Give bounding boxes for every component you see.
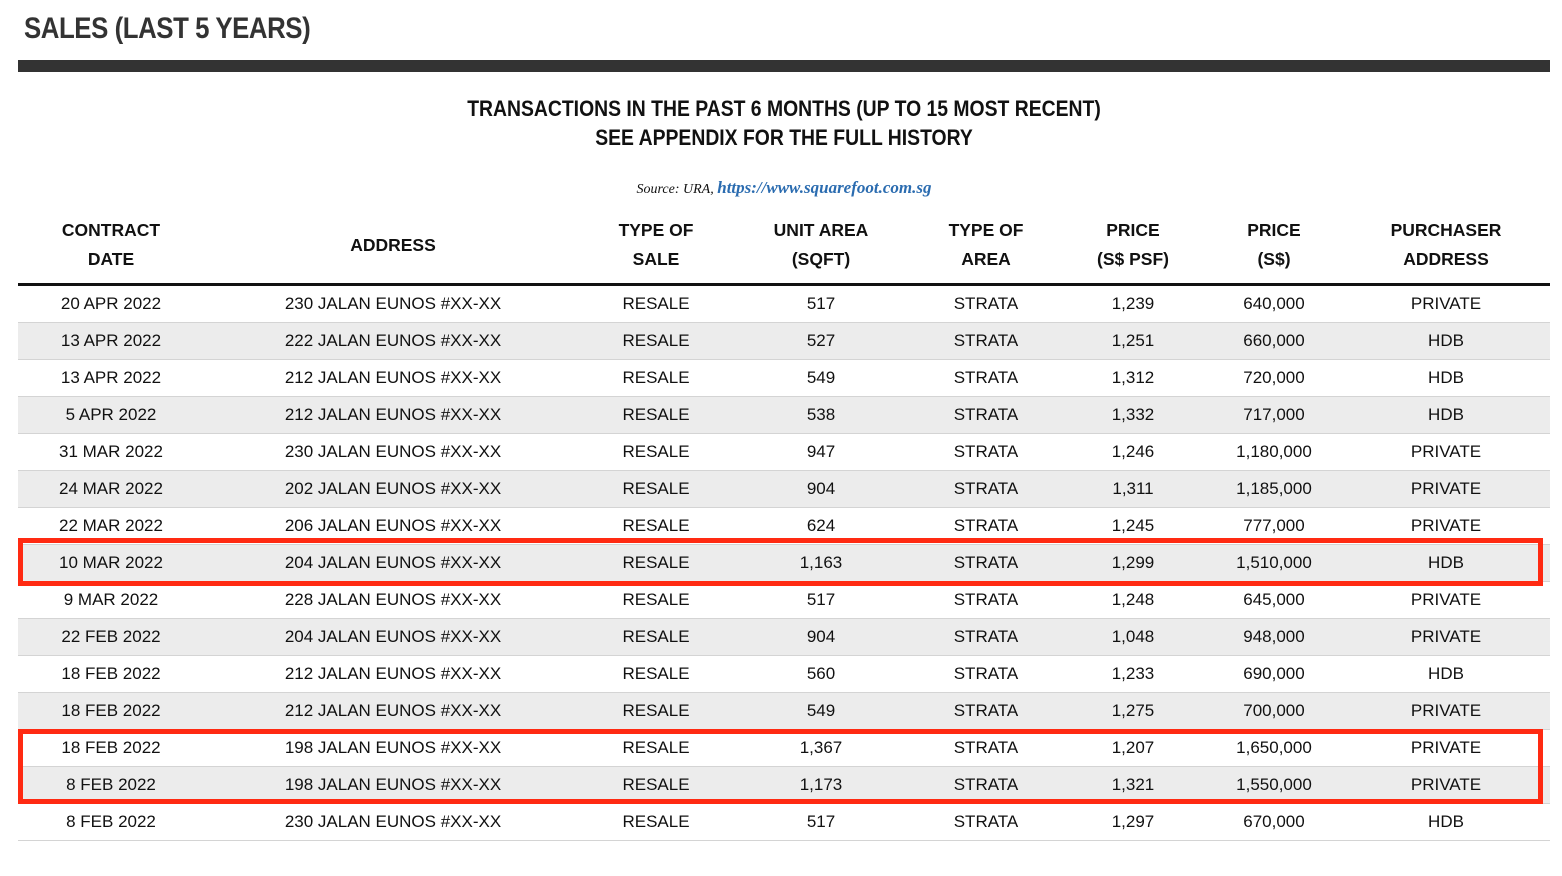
cell-contract-date: 18 FEB 2022 (18, 656, 204, 693)
cell-price: 660,000 (1206, 323, 1342, 360)
table-row (18, 508, 1550, 545)
cell-unit-area: 517 (730, 804, 912, 841)
cell-price: 720,000 (1206, 360, 1342, 397)
cell-price-psf: 1,275 (1060, 693, 1206, 730)
cell-address: 198 JALAN EUNOS #XX-XX (204, 730, 582, 767)
cell-contract-date: 24 MAR 2022 (18, 471, 204, 508)
cell-purchaser-address: PRIVATE (1342, 285, 1550, 323)
cell-contract-date: 20 APR 2022 (18, 285, 204, 323)
table-row (18, 582, 1550, 619)
source-note (18, 178, 1550, 198)
cell-address: 204 JALAN EUNOS #XX-XX (204, 545, 582, 582)
cell-address: 202 JALAN EUNOS #XX-XX (204, 471, 582, 508)
cell-type-of-area: STRATA (912, 360, 1060, 397)
cell-price: 1,185,000 (1206, 471, 1342, 508)
cell-purchaser-address: HDB (1342, 545, 1550, 582)
cell-address: 198 JALAN EUNOS #XX-XX (204, 767, 582, 804)
col-header-type-of-sale: TYPE OF SALE (618, 220, 694, 269)
cell-price-psf: 1,297 (1060, 804, 1206, 841)
cell-type-of-sale: RESALE (582, 804, 730, 841)
cell-type-of-sale: RESALE (582, 508, 730, 545)
table-row (18, 285, 1550, 323)
cell-unit-area: 517 (730, 582, 912, 619)
cell-price-psf: 1,311 (1060, 471, 1206, 508)
cell-type-of-area: STRATA (912, 767, 1060, 804)
cell-price-psf: 1,239 (1060, 285, 1206, 323)
cell-unit-area: 1,163 (730, 545, 912, 582)
cell-type-of-sale: RESALE (582, 323, 730, 360)
cell-price: 690,000 (1206, 656, 1342, 693)
cell-type-of-area: STRATA (912, 582, 1060, 619)
cell-price: 1,510,000 (1206, 545, 1342, 582)
col-header-contract-date: CONTRACT DATE (61, 220, 161, 269)
cell-price-psf: 1,248 (1060, 582, 1206, 619)
col-header-address: ADDRESS (350, 234, 436, 255)
cell-type-of-area: STRATA (912, 693, 1060, 730)
table-row (18, 360, 1550, 397)
cell-contract-date: 8 FEB 2022 (18, 804, 204, 841)
cell-purchaser-address: HDB (1342, 360, 1550, 397)
cell-type-of-sale: RESALE (582, 545, 730, 582)
cell-price-psf: 1,245 (1060, 508, 1206, 545)
cell-contract-date: 18 FEB 2022 (18, 730, 204, 767)
cell-purchaser-address: PRIVATE (1342, 508, 1550, 545)
cell-contract-date: 22 FEB 2022 (18, 619, 204, 656)
table-row (18, 323, 1550, 360)
cell-contract-date: 9 MAR 2022 (18, 582, 204, 619)
page-title: SALES (LAST 5 YEARS) (24, 12, 311, 45)
cell-address: 230 JALAN EUNOS #XX-XX (204, 285, 582, 323)
table-row (18, 730, 1550, 767)
cell-address: 212 JALAN EUNOS #XX-XX (204, 656, 582, 693)
cell-price-psf: 1,321 (1060, 767, 1206, 804)
cell-address: 230 JALAN EUNOS #XX-XX (204, 434, 582, 471)
cell-type-of-area: STRATA (912, 804, 1060, 841)
cell-price-psf: 1,246 (1060, 434, 1206, 471)
cell-type-of-sale: RESALE (582, 582, 730, 619)
table-row (18, 656, 1550, 693)
table-row (18, 471, 1550, 508)
table-row (18, 545, 1550, 582)
cell-purchaser-address: PRIVATE (1342, 619, 1550, 656)
cell-type-of-sale: RESALE (582, 730, 730, 767)
cell-unit-area: 1,367 (730, 730, 912, 767)
col-header-price-psf: PRICE (S$ PSF) (1097, 220, 1169, 269)
cell-unit-area: 560 (730, 656, 912, 693)
cell-price: 670,000 (1206, 804, 1342, 841)
cell-price-psf: 1,251 (1060, 323, 1206, 360)
transactions-table (18, 214, 1550, 841)
table-row (18, 397, 1550, 434)
cell-purchaser-address: HDB (1342, 323, 1550, 360)
cell-unit-area: 538 (730, 397, 912, 434)
table-row (18, 619, 1550, 656)
cell-type-of-sale: RESALE (582, 693, 730, 730)
cell-price: 717,000 (1206, 397, 1342, 434)
cell-price: 1,650,000 (1206, 730, 1342, 767)
source-link[interactable]: https://www.squarefoot.com.sg (717, 178, 932, 197)
cell-price-psf: 1,207 (1060, 730, 1206, 767)
cell-contract-date: 18 FEB 2022 (18, 693, 204, 730)
cell-type-of-sale: RESALE (582, 434, 730, 471)
cell-price: 700,000 (1206, 693, 1342, 730)
cell-type-of-sale: RESALE (582, 471, 730, 508)
cell-address: 228 JALAN EUNOS #XX-XX (204, 582, 582, 619)
cell-unit-area: 1,173 (730, 767, 912, 804)
cell-address: 222 JALAN EUNOS #XX-XX (204, 323, 582, 360)
cell-price-psf: 1,312 (1060, 360, 1206, 397)
table-row (18, 434, 1550, 471)
cell-price: 1,180,000 (1206, 434, 1342, 471)
cell-purchaser-address: PRIVATE (1342, 582, 1550, 619)
table-body (18, 285, 1550, 841)
cell-type-of-sale: RESALE (582, 285, 730, 323)
cell-price: 948,000 (1206, 619, 1342, 656)
cell-unit-area: 624 (730, 508, 912, 545)
cell-type-of-area: STRATA (912, 323, 1060, 360)
cell-type-of-area: STRATA (912, 730, 1060, 767)
cell-contract-date: 10 MAR 2022 (18, 545, 204, 582)
cell-address: 212 JALAN EUNOS #XX-XX (204, 397, 582, 434)
cell-address: 212 JALAN EUNOS #XX-XX (204, 693, 582, 730)
col-header-purchaser-address: PURCHASER ADDRESS (1390, 220, 1502, 269)
cell-price: 640,000 (1206, 285, 1342, 323)
cell-type-of-area: STRATA (912, 545, 1060, 582)
col-header-type-of-area: TYPE OF AREA (948, 220, 1024, 269)
cell-purchaser-address: PRIVATE (1342, 767, 1550, 804)
title-rule (18, 60, 1550, 72)
cell-price-psf: 1,048 (1060, 619, 1206, 656)
cell-price: 777,000 (1206, 508, 1342, 545)
cell-unit-area: 549 (730, 693, 912, 730)
cell-price-psf: 1,332 (1060, 397, 1206, 434)
cell-price-psf: 1,299 (1060, 545, 1206, 582)
cell-type-of-area: STRATA (912, 434, 1060, 471)
cell-type-of-sale: RESALE (582, 360, 730, 397)
cell-address: 206 JALAN EUNOS #XX-XX (204, 508, 582, 545)
cell-contract-date: 22 MAR 2022 (18, 508, 204, 545)
cell-contract-date: 31 MAR 2022 (18, 434, 204, 471)
table-row (18, 693, 1550, 730)
cell-type-of-sale: RESALE (582, 397, 730, 434)
cell-address: 204 JALAN EUNOS #XX-XX (204, 619, 582, 656)
cell-address: 212 JALAN EUNOS #XX-XX (204, 360, 582, 397)
cell-unit-area: 549 (730, 360, 912, 397)
table-row (18, 804, 1550, 841)
cell-type-of-sale: RESALE (582, 619, 730, 656)
table-heading-line1: TRANSACTIONS IN THE PAST 6 MONTHS (UP TO 15 MOST RECENT) (467, 96, 1101, 121)
cell-address: 230 JALAN EUNOS #XX-XX (204, 804, 582, 841)
cell-unit-area: 527 (730, 323, 912, 360)
col-header-unit-area: UNIT AREA (SQFT) (773, 220, 869, 269)
cell-unit-area: 517 (730, 285, 912, 323)
cell-purchaser-address: PRIVATE (1342, 693, 1550, 730)
cell-purchaser-address: PRIVATE (1342, 730, 1550, 767)
cell-contract-date: 13 APR 2022 (18, 360, 204, 397)
cell-type-of-area: STRATA (912, 656, 1060, 693)
cell-type-of-sale: RESALE (582, 656, 730, 693)
cell-type-of-area: STRATA (912, 471, 1060, 508)
cell-purchaser-address: PRIVATE (1342, 434, 1550, 471)
cell-purchaser-address: PRIVATE (1342, 471, 1550, 508)
cell-contract-date: 8 FEB 2022 (18, 767, 204, 804)
cell-purchaser-address: HDB (1342, 804, 1550, 841)
cell-type-of-area: STRATA (912, 619, 1060, 656)
cell-unit-area: 904 (730, 471, 912, 508)
cell-price: 1,550,000 (1206, 767, 1342, 804)
cell-price-psf: 1,233 (1060, 656, 1206, 693)
cell-price: 645,000 (1206, 582, 1342, 619)
cell-unit-area: 947 (730, 434, 912, 471)
cell-purchaser-address: HDB (1342, 397, 1550, 434)
cell-unit-area: 904 (730, 619, 912, 656)
cell-purchaser-address: HDB (1342, 656, 1550, 693)
cell-type-of-area: STRATA (912, 285, 1060, 323)
cell-type-of-area: STRATA (912, 397, 1060, 434)
cell-type-of-sale: RESALE (582, 767, 730, 804)
cell-contract-date: 13 APR 2022 (18, 323, 204, 360)
table-heading-line2: SEE APPENDIX FOR THE FULL HISTORY (595, 125, 973, 150)
cell-type-of-area: STRATA (912, 508, 1060, 545)
table-header-row (18, 214, 1550, 285)
cell-contract-date: 5 APR 2022 (18, 397, 204, 434)
table-row (18, 767, 1550, 804)
col-header-price: PRICE (S$) (1247, 220, 1301, 269)
source-prefix: Source: URA, (636, 182, 718, 197)
